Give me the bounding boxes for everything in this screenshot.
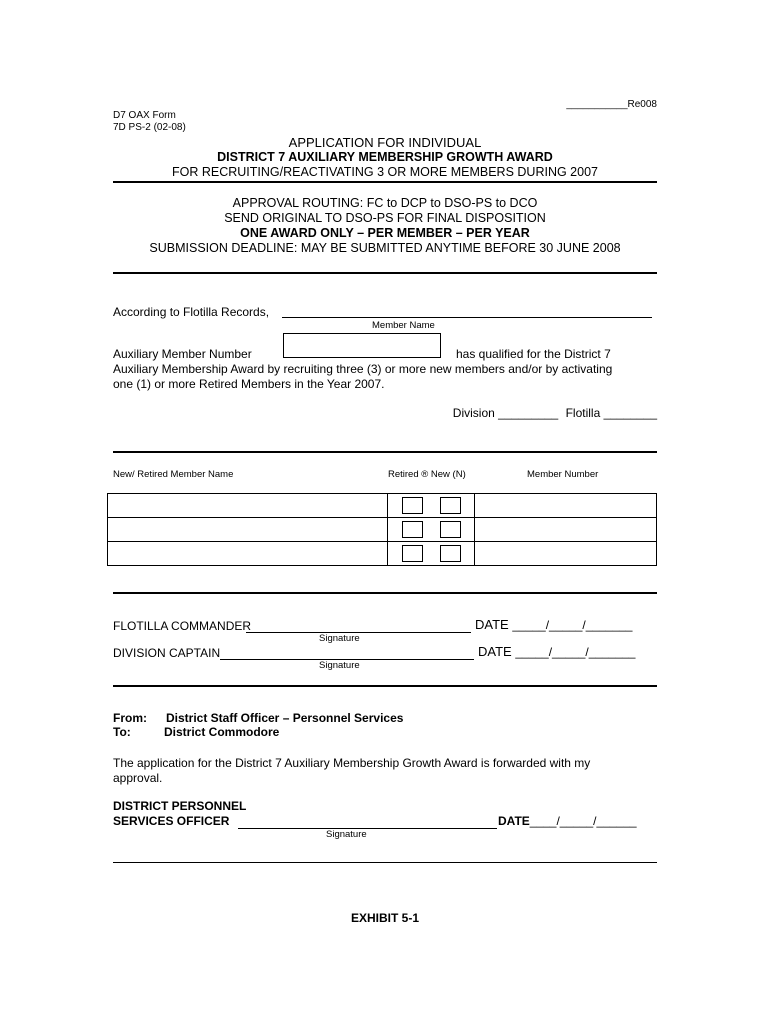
award-description-line2: Auxiliary Membership Award by recruiting three (3) or more new members and/or by activating: [113, 362, 613, 376]
dc-date-label: DATE: [478, 644, 512, 659]
division-field[interactable]: _________: [498, 406, 559, 420]
dc-date-field[interactable]: _____/_____/_______: [515, 645, 636, 659]
officer-signature-field[interactable]: [238, 828, 497, 829]
exhibit-label: EXHIBIT 5-1: [350, 911, 419, 925]
signatures-divider: [113, 685, 657, 687]
routing-line1: APPROVAL ROUTING: FC to DCP to DSO-PS to DCO: [232, 196, 538, 210]
to-value: District Commodore: [164, 725, 280, 739]
type-cell: [388, 494, 475, 518]
col-header-type: Retired ® New (N): [388, 469, 466, 480]
from-label: From:: [113, 711, 147, 725]
flotilla-label: Flotilla: [565, 406, 601, 420]
form-id: D7 OAX Form: [113, 110, 176, 121]
table-divider: [113, 592, 657, 594]
member-name-caption: Member Name: [372, 320, 435, 331]
officer-signature-caption: Signature: [326, 829, 367, 840]
member-number-cell[interactable]: [475, 518, 657, 542]
endorsement-text-line1: The application for the District 7 Auxiliary Membership Growth Award is forwarded with my: [113, 756, 591, 770]
form-title-line1: APPLICATION FOR INDIVIDUAL: [288, 135, 482, 150]
dc-signature-caption: Signature: [319, 660, 360, 671]
officer-date-field[interactable]: ____/_____/______: [529, 814, 637, 828]
routing-line2: SEND ORIGINAL TO DSO-PS FOR FINAL DISPOSITION: [224, 211, 546, 225]
retired-checkbox[interactable]: [402, 497, 423, 514]
aux-number-input[interactable]: [283, 333, 441, 358]
retired-checkbox[interactable]: [402, 521, 423, 538]
division-label: Division: [452, 406, 495, 420]
fc-signature-caption: Signature: [319, 633, 360, 644]
retired-checkbox[interactable]: [402, 545, 423, 562]
member-name-field[interactable]: [282, 317, 652, 318]
member-name-cell[interactable]: [108, 542, 388, 566]
from-value: District Staff Officer – Personnel Services: [166, 711, 404, 725]
revision-code: ___________Re008: [566, 99, 657, 110]
new-checkbox[interactable]: [440, 497, 461, 514]
form-title-line2: DISTRICT 7 AUXILIARY MEMBERSHIP GROWTH AWARD: [217, 150, 553, 164]
fc-date-field[interactable]: _____/_____/_______: [512, 618, 633, 632]
flotilla-field[interactable]: ________: [603, 406, 657, 420]
qualified-text: has qualified for the District 7: [456, 347, 611, 361]
to-line: [113, 725, 279, 739]
table-row: [108, 542, 657, 566]
fc-date: [475, 617, 632, 632]
division-flotilla-line: [453, 406, 657, 420]
footer-divider: [113, 862, 657, 863]
officer-date-label: DATE: [498, 814, 530, 828]
routing-divider: [113, 272, 657, 274]
records-label: According to Flotilla Records,: [113, 305, 270, 319]
member-name-cell[interactable]: [108, 494, 388, 518]
new-checkbox[interactable]: [440, 545, 461, 562]
member-number-cell[interactable]: [475, 494, 657, 518]
award-description-line3: one (1) or more Retired Members in the Year 2007.: [113, 377, 385, 391]
officer-label-line2: SERVICES OFFICER: [113, 814, 230, 828]
dc-date: [478, 644, 635, 659]
body-divider: [113, 451, 657, 453]
form-code: 7D PS-2 (02-08): [113, 122, 186, 133]
routing-line3: ONE AWARD ONLY – PER MEMBER – PER YEAR: [240, 226, 530, 240]
new-checkbox[interactable]: [440, 521, 461, 538]
fc-label: FLOTILLA COMMANDER: [113, 619, 252, 633]
dc-label: DIVISION CAPTAIN: [113, 646, 221, 660]
col-header-number: Member Number: [527, 469, 599, 480]
fc-date-label: DATE: [475, 617, 509, 632]
type-cell: [388, 518, 475, 542]
member-name-cell[interactable]: [108, 518, 388, 542]
type-cell: [388, 542, 475, 566]
col-header-name: New/ Retired Member Name: [113, 469, 234, 480]
from-line: [113, 711, 403, 725]
officer-label-line1: DISTRICT PERSONNEL: [113, 799, 247, 813]
form-title-line3: FOR RECRUITING/REACTIVATING 3 OR MORE MEMBERS DURING 2007: [172, 165, 598, 179]
table-row: [108, 494, 657, 518]
title-divider: [113, 181, 657, 183]
routing-line4: SUBMISSION DEADLINE: MAY BE SUBMITTED ANYTIME BEFORE 30 JUNE 2008: [149, 241, 621, 255]
table-row: [108, 518, 657, 542]
member-table: [107, 493, 657, 566]
member-number-cell[interactable]: [475, 542, 657, 566]
endorsement-text-line2: approval.: [113, 771, 163, 785]
aux-number-label: Auxiliary Member Number: [113, 347, 252, 361]
officer-date: [498, 814, 637, 828]
to-label: To:: [113, 725, 131, 739]
